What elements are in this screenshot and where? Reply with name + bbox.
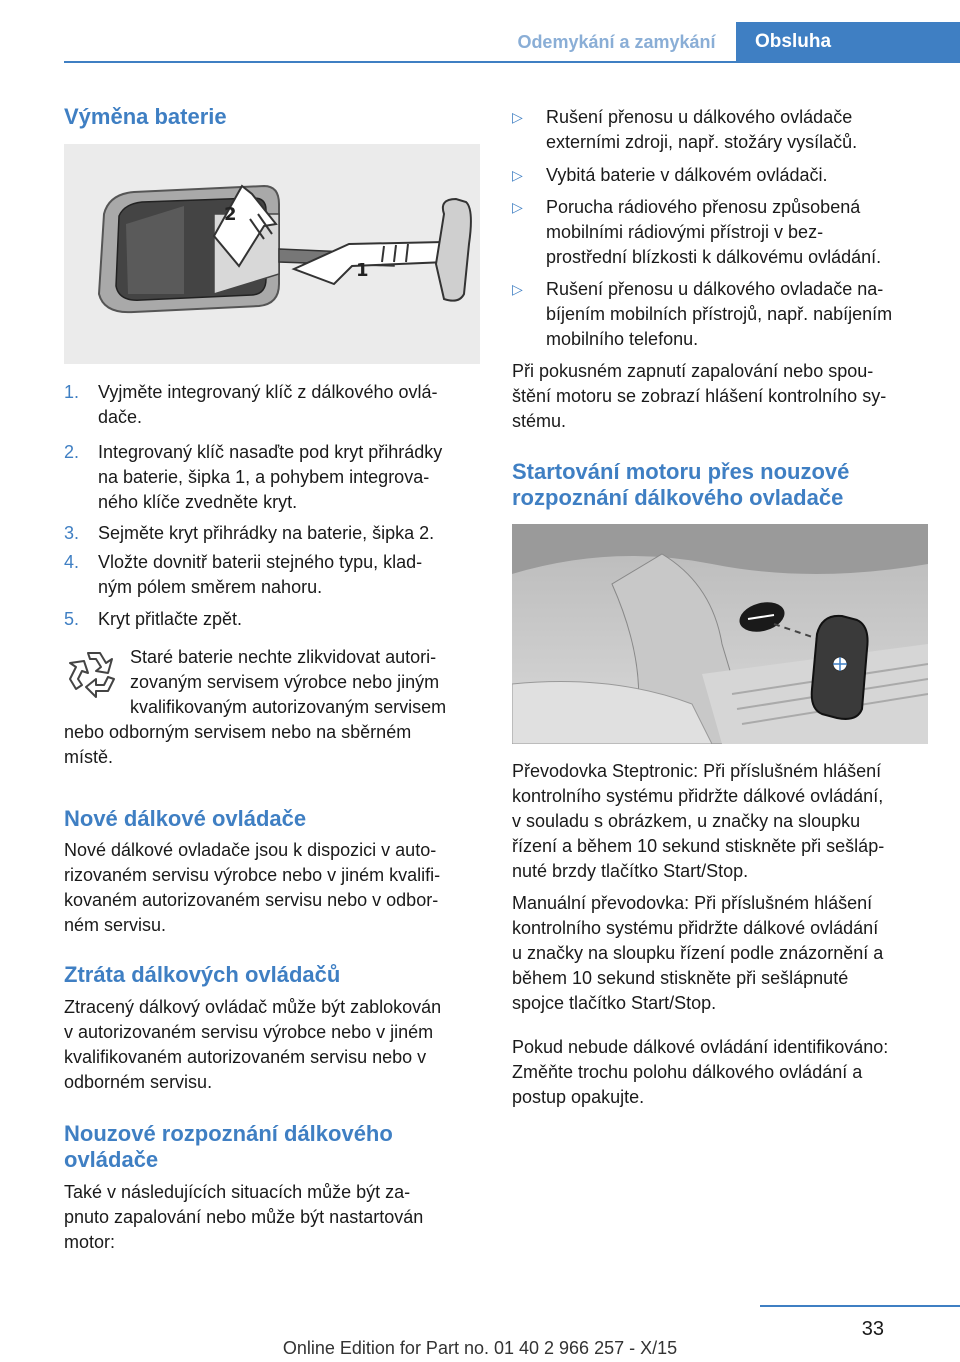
new-remote-text-line: rizovaném servisu výrobce nebo v jiném kvalifi‐ [64,865,441,885]
manual-text-line: kontrolního systému přidržte dálkové ovládání [512,918,879,938]
bullet-triangle-icon: ▷ [512,167,523,183]
steptronic-text-line: řízení a během 10 sekund stiskněte při sešláp‐ [512,836,885,856]
ignition-text-line: Při pokusném zapnutí zapalování nebo spou‐ [512,361,874,381]
loss-text-line: kvalifikovaném autorizovaném servisu nebo v [64,1047,427,1067]
bullet-text-line: Rušení přenosu u dálkového ovládače [546,107,853,127]
start-heading-line: rozpoznání dálkového ovladače [512,485,844,510]
emergency-text-line: Také v následujících situacích může být za‐ [64,1182,411,1202]
step-number: 1. [64,382,80,402]
header-chapter-tab: Obsluha [736,22,960,62]
header-rule [64,61,960,63]
loss-heading: Ztráta dálkových ovládačů [64,962,341,987]
arrow-label-1: 1 [356,260,369,281]
step-text-line: dače. [98,407,143,427]
emergency-text-line: motor: [64,1232,116,1252]
loss-text-line: odborném servisu. [64,1072,213,1092]
steptronic-text-line: v souladu s obrázkem, u značky na sloupku [512,811,861,831]
emergency-heading-line: Nouzové rozpoznání dálkového [64,1121,393,1146]
step-number: 3. [64,523,80,543]
page-number: 33 [861,1318,884,1340]
step-text-line: Sejměte kryt přihrádky na baterie, šipka 2. [98,523,435,543]
emergency-text-line: pnuto zapalování nebo může být nastartován [64,1207,424,1227]
step-text-line: Vložte dovnitř baterii stejného typu, klad‐ [98,552,423,572]
recycle-note-line: kvalifikovaným autorizovaným servisem [130,697,447,717]
recycle-note-line: nebo odborným servisem nebo na sběrném [64,722,412,742]
new-remote-text-line: Nové dálkové ovladače jsou k dispozici v auto‐ [64,840,437,860]
ignition-text-line: stému. [512,411,567,431]
battery-replacement-figure [64,144,480,364]
bullet-text-line: bíjením mobilních přístrojů, např. nabíjením [546,304,893,324]
unidentified-text-line: postup opakujte. [512,1087,645,1107]
steering-column-illustration [512,524,928,744]
new-remote-heading: Nové dálkové ovládače [64,806,307,831]
bullet-text-line: Porucha rádiového přenosu způsobená [546,197,861,217]
steptronic-text-line: kontrolního systému přidržte dálkové ovládání, [512,786,884,806]
bullet-text-line: Vybitá baterie v dálkovém ovládači. [546,165,828,185]
recycle-note-line: Staré baterie nechte zlikvidovat autori‐ [130,647,437,667]
manual-text-line: během 10 sekund stiskněte při sešlápnuté [512,968,849,988]
bullet-text-line: prostřední blízkosti k dálkovému ovládání. [546,247,882,267]
arrow-label-2: 2 [224,204,237,225]
ignition-text-line: štění motoru se zobrazí hlášení kontrolního sy‐ [512,386,887,406]
bullet-text-line: mobilního telefonu. [546,329,699,349]
battery-heading: Výměna baterie [64,104,227,129]
step-text-line: Vyjměte integrovaný klíč z dálkového ovlá‐ [98,382,438,402]
loss-text-line: Ztracený dálkový ovládač může být zablokován [64,997,442,1017]
step-number: 4. [64,552,80,572]
step-text-line: Kryt přitlačte zpět. [98,609,243,629]
loss-text-line: v autorizovaném servisu výrobce nebo v jiném [64,1022,434,1042]
recycle-note-line: zovaným servisem výrobce nebo jiným [130,672,440,692]
bullet-text-line: Rušení přenosu u dálkového ovladače na‐ [546,279,884,299]
footer-edition-text: Online Edition for Part no. 01 40 2 966 257 - X/15 [282,1338,678,1358]
step-number: 5. [64,609,80,629]
footer-rule [760,1305,960,1307]
bullet-triangle-icon: ▷ [512,281,523,297]
bullet-triangle-icon: ▷ [512,199,523,215]
steptronic-text-line: Převodovka Steptronic: Při příslušném hlášení [512,761,882,781]
step-text-line: Integrovaný klíč nasaďte pod kryt přihrádky [98,442,443,462]
steering-column-figure [512,524,928,744]
header-section-title: Odemykání a zamykání [517,32,716,52]
manual-text-line: spojce tlačítko Start/Stop. [512,993,717,1013]
step-number: 2. [64,442,80,462]
emergency-heading-line: ovládače [64,1147,159,1172]
start-heading-line: Startování motoru přes nouzové [512,459,850,484]
new-remote-text-line: kovaném autorizovaném servisu nebo v odbor‐ [64,890,439,910]
manual-text-line: Manuální převodovka: Při příslušném hlášení [512,893,873,913]
steptronic-text-line: nuté brzdy tlačítko Start/Stop. [512,861,749,881]
bullet-text-line: mobilními rádiovými přístroji v bez‐ [546,222,824,242]
manual-text-line: u značky na sloupku řízení podle znázornění a [512,943,884,963]
new-remote-text-line: ném servisu. [64,915,167,935]
unidentified-text-line: Pokud nebude dálkové ovládání identifikováno: [512,1037,889,1057]
recycle-note-line: místě. [64,747,114,767]
bullet-triangle-icon: ▷ [512,109,523,125]
step-text-line: ného klíče zvedněte kryt. [98,492,298,512]
step-text-line: ným pólem směrem nahoru. [98,577,323,597]
step-text-line: na baterie, šipka 1, a pohybem integrova‐ [98,467,430,487]
unidentified-text-line: Změňte trochu polohu dálkového ovládání a [512,1062,863,1082]
bullet-text-line: externími zdroji, např. stožáry vysílačů. [546,132,858,152]
recycle-icon [66,645,122,701]
key-battery-illustration [64,144,480,364]
